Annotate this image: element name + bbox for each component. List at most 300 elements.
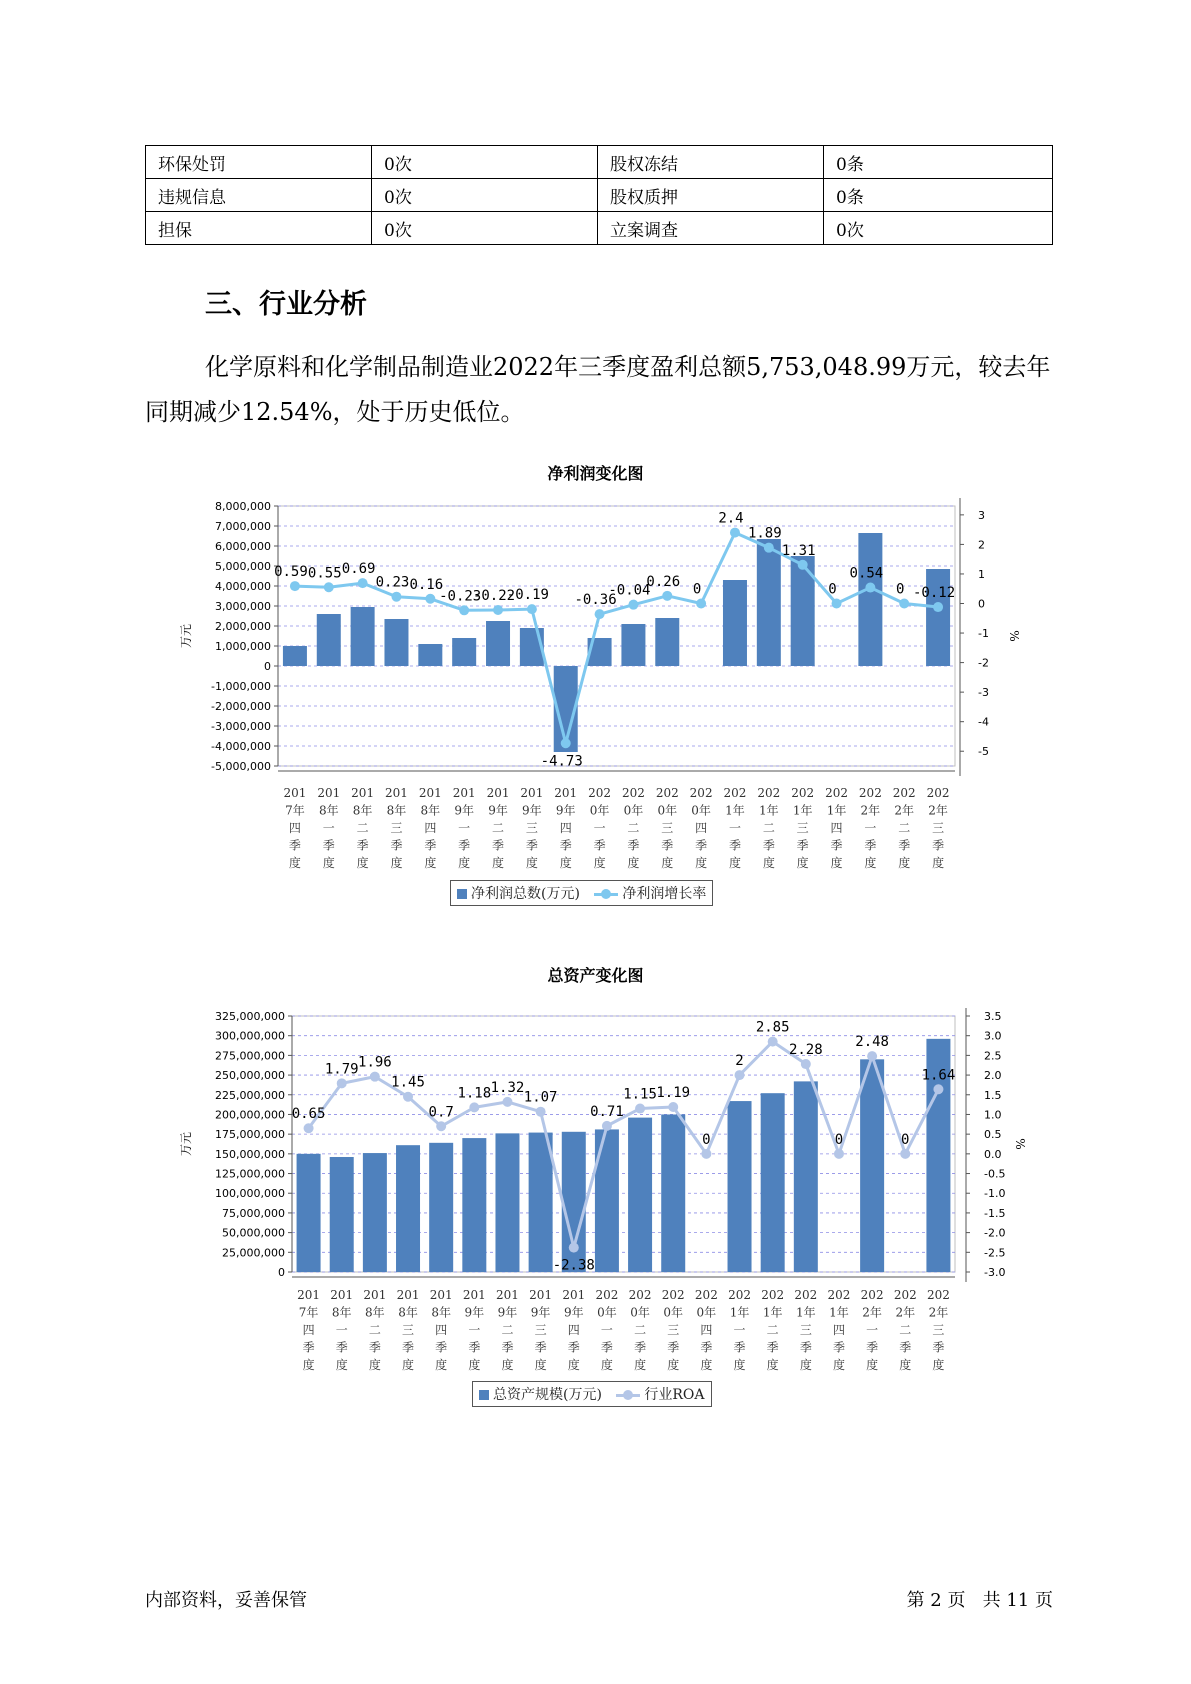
x-tick-label: 季: [899, 1340, 912, 1355]
x-tick-label: 三: [390, 821, 403, 835]
x-tick-label: 8年: [331, 1305, 352, 1320]
x-tick-label: 1年: [796, 1305, 816, 1320]
x-tick-label: 度: [634, 1358, 647, 1372]
x-tick-label: 度: [864, 856, 877, 870]
x-tick-label: 2年: [928, 803, 948, 818]
legend-label: 行业ROA: [644, 1387, 705, 1403]
y-tick-label: 275,000,000: [215, 1049, 285, 1063]
x-tick-label: 202: [661, 1288, 685, 1302]
y2-tick-label: 0.5: [984, 1128, 1002, 1142]
y2-tick-label: -2.0: [984, 1226, 1006, 1240]
x-tick-label: 8年: [365, 1305, 385, 1320]
x-tick-label: 季: [695, 838, 708, 853]
x-tick-label: 202: [794, 1288, 818, 1302]
x-tick-label: 季: [898, 838, 911, 853]
x-tick-label: 度: [435, 1358, 448, 1372]
legend-label: 净利润总数(万元): [471, 886, 580, 902]
x-tick-label: 四: [567, 1323, 580, 1337]
x-tick-label: 季: [766, 1340, 779, 1355]
y2-tick-label: -1.0: [984, 1187, 1006, 1201]
x-tick-label: 202: [723, 786, 747, 800]
x-tick-label: 201: [363, 1288, 387, 1302]
x-tick-label: 四: [302, 1323, 315, 1337]
x-tick-label: 四: [288, 821, 301, 835]
line-point: [798, 560, 808, 570]
x-tick-label: 季: [627, 838, 640, 853]
y2-tick-label: -2.5: [984, 1246, 1006, 1260]
line-point: [635, 1104, 645, 1114]
y-tick-label: -4,000,000: [211, 740, 271, 753]
footer-page-number: 第 2 页 共 11 页: [906, 1590, 1053, 1611]
data-label: 0.54: [849, 565, 884, 582]
x-tick-label: 度: [661, 856, 674, 870]
chart-bar: [595, 1129, 619, 1272]
line-point: [469, 1102, 479, 1112]
y2-tick-label: -3.0: [984, 1266, 1006, 1279]
data-label: -0.04: [608, 582, 651, 599]
x-tick-label: 度: [898, 856, 911, 870]
line-point: [527, 604, 537, 614]
x-tick-label: 二: [766, 1323, 779, 1337]
data-label: 1.19: [656, 1084, 691, 1101]
x-tick-label: 三: [661, 821, 674, 835]
x-tick-label: 季: [501, 1340, 514, 1355]
y-tick-label: -5,000,000: [211, 760, 271, 773]
line-legend-swatch: [594, 888, 618, 900]
x-tick-label: 季: [458, 838, 471, 853]
line-point: [502, 1097, 512, 1107]
y2-tick-label: 2: [978, 538, 985, 552]
data-label: 1.79: [324, 1061, 359, 1078]
x-tick-label: 2年: [928, 1305, 949, 1320]
x-tick-label: 度: [695, 856, 708, 870]
table-cell: 0次: [372, 212, 598, 245]
chart-bar: [661, 1114, 685, 1272]
x-tick-label: 度: [728, 856, 741, 870]
y-tick-label: -3,000,000: [211, 720, 271, 733]
bar-legend-swatch: [457, 889, 467, 899]
line-point: [337, 1078, 347, 1088]
data-label: 0: [702, 1131, 711, 1148]
y-tick-label: 6,000,000: [215, 540, 271, 553]
y2-tick-label: 3: [978, 508, 985, 522]
x-tick-label: 度: [302, 1358, 315, 1372]
x-tick-label: 201: [496, 1288, 519, 1302]
data-label: 0.65: [291, 1106, 326, 1123]
x-tick-label: 度: [627, 856, 640, 870]
chart-bar: [462, 1138, 486, 1272]
x-tick-label: 9年: [454, 803, 474, 818]
x-tick-label: 202: [757, 786, 781, 800]
y-tick-label: 100,000,000: [215, 1187, 285, 1201]
x-tick-label: 度: [799, 1358, 812, 1372]
data-label: 0.7: [428, 1104, 454, 1121]
x-tick-label: 二: [492, 821, 505, 835]
x-tick-label: 二: [627, 821, 640, 835]
x-tick-label: 201: [385, 786, 408, 800]
x-tick-label: 度: [796, 856, 809, 870]
x-tick-label: 1年: [725, 803, 745, 818]
data-label: -0.36: [574, 592, 617, 609]
line-point: [900, 1149, 910, 1159]
line-point: [493, 605, 503, 615]
x-tick-label: 四: [830, 821, 843, 835]
line-point: [764, 543, 774, 553]
line-point: [867, 1051, 877, 1061]
x-tick-label: 度: [766, 1358, 779, 1372]
x-tick-label: 一: [728, 821, 741, 835]
x-tick-label: 度: [593, 856, 606, 870]
x-tick-label: 季: [402, 1340, 415, 1355]
data-label: 2.4: [718, 510, 744, 527]
y2-tick-label: -1.5: [984, 1206, 1006, 1220]
chart-bar: [452, 638, 476, 666]
legend-label: 总资产规模(万元): [493, 1387, 602, 1403]
chart-bar: [728, 1101, 752, 1272]
x-tick-label: 度: [567, 1358, 580, 1372]
chart-bar: [429, 1143, 453, 1272]
x-tick-label: 202: [791, 786, 815, 800]
chart-bar: [396, 1145, 420, 1272]
x-tick-label: 度: [424, 856, 437, 870]
line-point: [735, 1070, 745, 1080]
chart-bar: [351, 607, 375, 666]
x-tick-label: 度: [700, 1358, 713, 1372]
x-tick-label: 8年: [431, 1305, 451, 1320]
x-tick-label: 202: [588, 786, 612, 800]
x-tick-label: 202: [655, 786, 679, 800]
x-tick-label: 202: [926, 786, 950, 800]
x-tick-label: 201: [452, 786, 476, 800]
x-tick-label: 二: [501, 1323, 514, 1337]
x-tick-label: 2年: [895, 1305, 916, 1320]
x-tick-label: 四: [424, 821, 437, 835]
x-tick-label: 2年: [860, 803, 881, 818]
x-tick-label: 9年: [488, 803, 508, 818]
y-tick-label: 150,000,000: [215, 1147, 285, 1161]
line-point: [701, 1149, 711, 1159]
y-tick-label: 250,000,000: [215, 1069, 285, 1083]
x-tick-label: 0年: [696, 1305, 717, 1320]
x-tick-label: 季: [567, 1340, 580, 1355]
x-tick-label: 201: [529, 1288, 553, 1302]
x-tick-label: 季: [830, 838, 843, 853]
chart-bar: [723, 580, 747, 666]
table-cell: 0条: [824, 179, 1053, 212]
line-point: [628, 600, 638, 610]
data-label: -2.38: [552, 1257, 595, 1274]
x-tick-label: 季: [593, 838, 606, 853]
table-cell: 股权冻结: [598, 146, 824, 179]
line-point: [933, 602, 943, 612]
data-label: 1.07: [523, 1089, 558, 1106]
x-tick-label: 2年: [862, 1305, 882, 1320]
x-tick-label: 度: [534, 1358, 547, 1372]
x-tick-label: 202: [827, 1288, 851, 1302]
legend-label: 净利润增长率: [622, 886, 707, 902]
x-tick-label: 0年: [657, 803, 678, 818]
x-tick-label: 度: [600, 1358, 613, 1372]
x-tick-label: 度: [899, 1358, 912, 1372]
line-point: [569, 1243, 579, 1253]
y2-tick-label: 1.0: [984, 1108, 1002, 1122]
table-cell: 担保: [146, 212, 372, 245]
x-tick-label: 四: [700, 1323, 713, 1337]
line-point: [324, 582, 334, 592]
x-tick-label: 0年: [691, 803, 711, 818]
data-label: 1.15: [623, 1086, 657, 1103]
x-tick-label: 1年: [759, 803, 779, 818]
chart-bar: [926, 569, 950, 666]
data-label: -0.23: [439, 588, 482, 605]
x-tick-label: 季: [322, 838, 335, 853]
chart-bar: [495, 1133, 519, 1272]
x-tick-label: 0年: [623, 803, 644, 818]
data-label: 0.26: [646, 573, 681, 590]
chart-bar: [761, 1093, 785, 1272]
x-tick-label: 7年: [285, 803, 305, 818]
plot-area: [278, 506, 955, 766]
x-tick-label: 季: [728, 838, 741, 853]
x-tick-label: 季: [468, 1340, 481, 1355]
bar-legend-swatch: [479, 1390, 489, 1400]
x-tick-label: 0年: [589, 803, 610, 818]
data-label: -0.19: [506, 587, 549, 604]
x-tick-label: 1年: [792, 803, 813, 818]
y-axis-label: 万元: [179, 623, 193, 649]
chart-bar: [418, 644, 442, 666]
x-tick-label: 度: [356, 856, 369, 870]
net-profit-chart: [0, 490, 1191, 910]
y-tick-label: 325,000,000: [215, 1010, 285, 1023]
data-label: 0.16: [409, 576, 444, 593]
y-tick-label: 225,000,000: [215, 1088, 285, 1102]
x-tick-label: 三: [402, 1323, 415, 1337]
y2-tick-label: 1: [978, 567, 985, 581]
data-label: -0.22: [472, 588, 516, 604]
x-tick-label: 0年: [630, 1305, 650, 1320]
table-cell: 0次: [824, 212, 1053, 245]
x-tick-label: 季: [796, 838, 809, 853]
x-tick-label: 1年: [729, 1305, 750, 1320]
x-tick-label: 度: [559, 856, 572, 870]
data-label: 0.59: [274, 564, 308, 581]
line-point: [865, 583, 875, 593]
section-title: 三、行业分析: [205, 289, 367, 320]
x-tick-label: 季: [559, 838, 572, 853]
x-tick-label: 201: [297, 1288, 321, 1302]
line-point: [933, 1084, 943, 1094]
x-tick-label: 1年: [762, 1305, 783, 1320]
y-tick-label: 300,000,000: [215, 1029, 285, 1043]
y2-tick-label: -4: [978, 715, 989, 729]
x-tick-label: 三: [525, 821, 538, 835]
table-cell: 0次: [372, 179, 598, 212]
x-tick-label: 季: [667, 1340, 680, 1355]
data-label: 0: [896, 581, 905, 598]
data-label: 0: [901, 1131, 910, 1148]
x-tick-label: 三: [667, 1323, 680, 1337]
line-point: [561, 738, 571, 748]
x-tick-label: 8年: [352, 803, 373, 818]
x-tick-label: 度: [368, 1358, 381, 1372]
x-tick-label: 四: [435, 1323, 448, 1337]
x-tick-label: 一: [864, 821, 877, 835]
x-tick-label: 2年: [894, 803, 915, 818]
line-point: [391, 592, 401, 602]
x-tick-label: 8年: [318, 803, 339, 818]
x-tick-label: 季: [390, 838, 403, 853]
y2-tick-label: 3.5: [984, 1010, 1002, 1023]
x-tick-label: 一: [593, 821, 606, 835]
y-tick-label: 125,000,000: [215, 1167, 285, 1181]
x-tick-label: 二: [634, 1323, 647, 1337]
x-tick-label: 202: [761, 1288, 785, 1302]
x-tick-label: 季: [932, 1340, 945, 1355]
x-tick-label: 度: [832, 1358, 845, 1372]
x-tick-label: 度: [288, 856, 301, 870]
line-point: [768, 1037, 778, 1047]
x-tick-label: 202: [892, 786, 916, 800]
chart-bar: [363, 1153, 387, 1272]
x-tick-label: 201: [418, 786, 442, 800]
x-tick-label: 季: [832, 1340, 845, 1355]
footer-left: 内部资料，妥善保管: [145, 1590, 307, 1611]
data-label: 1.45: [391, 1074, 425, 1091]
line-point: [834, 1149, 844, 1159]
x-tick-label: 三: [932, 1323, 945, 1337]
x-tick-label: 度: [932, 1358, 945, 1372]
net-profit-legend: [450, 880, 713, 906]
x-tick-label: 度: [830, 856, 843, 870]
chart-bar: [317, 614, 341, 666]
y2-axis-label: %: [1007, 630, 1021, 642]
table-cell: 0次: [372, 146, 598, 179]
x-tick-label: 季: [661, 838, 674, 853]
table-cell: 立案调查: [598, 212, 824, 245]
chart-bar: [757, 539, 781, 666]
data-label: 0: [834, 1131, 844, 1148]
y2-tick-label: 2.5: [984, 1049, 1002, 1063]
x-tick-label: 201: [317, 786, 341, 800]
x-tick-label: 8年: [386, 803, 407, 818]
x-tick-label: 季: [435, 1340, 448, 1355]
x-tick-label: 201: [486, 786, 510, 800]
y-tick-label: 200,000,000: [215, 1108, 285, 1122]
table-cell: 股权质押: [598, 179, 824, 212]
table-cell: 环保处罚: [146, 146, 372, 179]
data-label: 0.55: [307, 565, 342, 582]
chart-bar: [486, 621, 510, 666]
x-tick-label: 一: [468, 1323, 481, 1337]
line-point: [370, 1072, 380, 1082]
line-point: [662, 591, 672, 601]
chart-bar: [384, 619, 408, 666]
x-tick-label: 二: [899, 1323, 912, 1337]
data-label: 1.31: [781, 542, 816, 559]
x-tick-label: 季: [866, 1340, 879, 1355]
data-label: -0.12: [912, 585, 956, 602]
y-tick-label: 0: [264, 660, 271, 673]
x-tick-label: 季: [700, 1340, 713, 1355]
data-label: 0: [828, 581, 837, 598]
y2-tick-label: 1.5: [984, 1088, 1002, 1102]
data-label: 2.48: [855, 1034, 889, 1051]
x-tick-label: 1年: [829, 1305, 849, 1320]
y2-axis-label: %: [1013, 1138, 1027, 1150]
x-tick-label: 季: [288, 838, 301, 853]
x-tick-label: 202: [825, 786, 848, 800]
y-tick-label: 2,000,000: [215, 620, 271, 633]
x-tick-label: 季: [492, 838, 505, 853]
y-tick-label: 75,000,000: [222, 1206, 285, 1220]
x-tick-label: 8年: [420, 803, 441, 818]
line-point: [899, 599, 909, 609]
y2-tick-label: 3.0: [984, 1029, 1002, 1043]
x-tick-label: 一: [335, 1323, 348, 1337]
data-label: 2: [735, 1053, 744, 1070]
line-point: [290, 581, 300, 591]
x-tick-label: 二: [356, 821, 369, 835]
x-tick-label: 季: [733, 1340, 746, 1355]
x-tick-label: 二: [762, 821, 775, 835]
x-tick-label: 季: [356, 838, 369, 853]
chart-title-net-profit: 净利润变化图: [547, 464, 644, 483]
x-tick-label: 201: [396, 1288, 420, 1302]
x-tick-label: 季: [424, 838, 437, 853]
x-tick-label: 202: [689, 786, 713, 800]
x-tick-label: 度: [932, 856, 945, 870]
data-label: 1.32: [490, 1079, 525, 1096]
x-tick-label: 二: [898, 821, 911, 835]
chart-bar: [330, 1157, 354, 1272]
line-point: [696, 599, 706, 609]
x-tick-label: 二: [368, 1323, 381, 1337]
data-label: 0.23: [375, 574, 410, 591]
y-tick-label: 3,000,000: [215, 600, 271, 613]
y-tick-label: 1,000,000: [215, 640, 271, 653]
y-tick-label: 7,000,000: [215, 520, 271, 533]
x-tick-label: 9年: [555, 803, 576, 818]
chart-bar: [283, 646, 307, 666]
y-tick-label: -2,000,000: [211, 700, 271, 713]
risk-info-table: [145, 145, 1053, 245]
data-label: 0: [692, 581, 702, 598]
line-point: [602, 1121, 612, 1131]
data-label: 1.89: [747, 525, 782, 542]
table-cell: 0条: [824, 146, 1053, 179]
x-tick-label: 四: [695, 821, 708, 835]
x-tick-label: 7年: [298, 1305, 319, 1320]
data-label: 1.18: [457, 1085, 492, 1102]
x-tick-label: 202: [628, 1288, 652, 1302]
x-tick-label: 202: [694, 1288, 718, 1302]
table-row: [146, 212, 1053, 245]
x-tick-label: 度: [458, 856, 471, 870]
x-tick-label: 四: [832, 1323, 845, 1337]
data-label: 1.96: [358, 1054, 392, 1071]
y2-tick-label: -0.5: [984, 1167, 1006, 1181]
x-tick-label: 季: [762, 838, 775, 853]
x-tick-label: 季: [634, 1340, 647, 1355]
x-tick-label: 度: [390, 856, 403, 870]
chart-bar: [621, 624, 645, 666]
x-tick-label: 度: [492, 856, 505, 870]
x-tick-label: 季: [335, 1340, 348, 1355]
x-tick-label: 9年: [530, 1305, 551, 1320]
line-point: [425, 594, 435, 604]
line-legend-swatch: [616, 1389, 640, 1401]
